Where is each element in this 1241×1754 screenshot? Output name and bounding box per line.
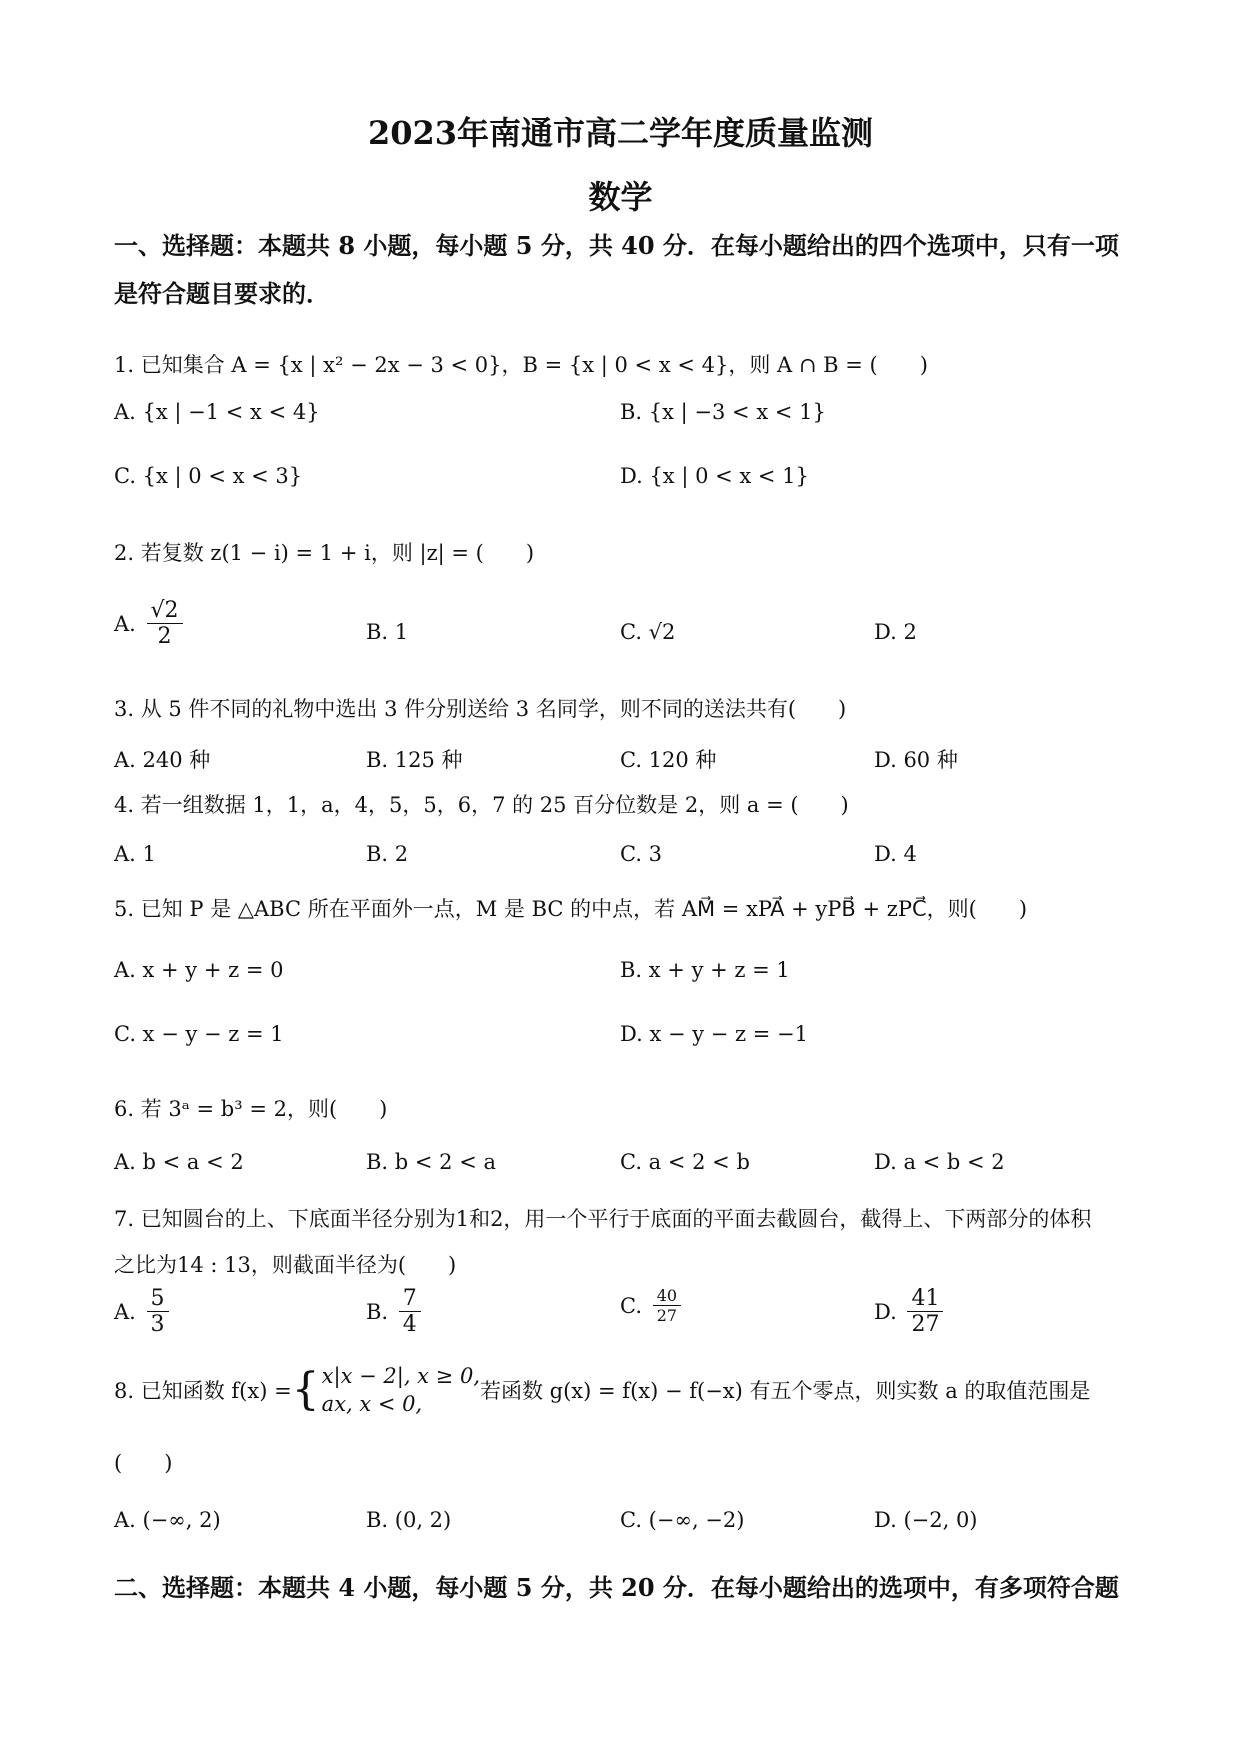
question-4-option-a[interactable]: A. 1 [114, 842, 156, 866]
question-3-option-c[interactable]: C. 120 种 [620, 748, 717, 772]
exam-subject: 数学 [588, 178, 653, 216]
question-8-option-b[interactable]: B. (0, 2) [366, 1508, 452, 1532]
question-4-stem: 4. 若一组数据 1，1，a，4，5，5，6，7 的 25 百分位数是 2，则 a = ( ) [114, 793, 849, 817]
question-1-stem: 1. 已知集合 A = {x | x² − 2x − 3 < 0}，B = {x | 0 < x < 4}，则 A ∩ B = ( ) [114, 353, 928, 377]
question-8-option-a[interactable]: A. (−∞, 2) [114, 1508, 221, 1532]
fraction-denominator: 3 [150, 1312, 165, 1337]
question-7-option-a[interactable] [114, 1286, 169, 1337]
question-1-options-row1 [114, 400, 1124, 440]
question-4-option-d[interactable]: D. 4 [874, 842, 917, 866]
fraction-denominator: 2 [157, 624, 172, 649]
question-5-stem: 5. 已知 P 是 △ABC 所在平面外一点，M 是 BC 的中点，若 AM⃗ = xPA⃗ + yPB⃗ + zPC⃗，则( ) [114, 897, 1028, 921]
question-5-option-c[interactable]: C. x − y − z = 1 [114, 1022, 284, 1046]
question-1-option-a[interactable]: A. {x | −1 < x < 4} [114, 400, 320, 424]
question-2-option-d[interactable]: D. 2 [874, 620, 917, 644]
question-8-stem-pre: 8. 已知函数 f(x) = [114, 1379, 292, 1403]
question-7-option-b-label: B. [366, 1299, 389, 1324]
question-3-options [114, 744, 1124, 784]
section1-line2: 是符合题目要求的． [114, 279, 330, 308]
question-6-stem: 6. 若 3ᵃ = b³ = 2，则( ) [114, 1097, 388, 1121]
fraction-denominator: 27 [656, 1306, 678, 1325]
question-7-option-d-label: D. [874, 1299, 897, 1324]
question-5-options-row2 [114, 1022, 1124, 1062]
question-6-option-b[interactable]: B. b < 2 < a [366, 1150, 496, 1174]
question-8-option-d[interactable]: D. (−2, 0) [874, 1508, 978, 1532]
question-7-option-a-label: A. [114, 1299, 136, 1324]
fraction-numerator: 40 [653, 1286, 681, 1306]
question-2-option-a[interactable] [114, 598, 183, 649]
question-4-option-b[interactable]: B. 2 [366, 842, 409, 866]
fraction-denominator: 4 [402, 1312, 417, 1337]
question-7-stem-line2: 之比为14 : 13，则截面半径为( ) [114, 1253, 457, 1277]
question-6-option-c[interactable]: C. a < 2 < b [620, 1150, 750, 1174]
question-2-options [114, 598, 1124, 668]
fraction-numerator: 41 [907, 1286, 943, 1312]
question-8-case1: x|x − 2|, x ≥ 0, [321, 1364, 480, 1388]
question-7-option-b[interactable] [366, 1286, 421, 1337]
question-3-stem: 3. 从 5 件不同的礼物中选出 3 件分别送给 3 名同学，则不同的送法共有( ) [114, 697, 847, 721]
question-5-option-a[interactable]: A. x + y + z = 0 [114, 958, 284, 982]
question-8-stem-line2: ( ) [114, 1451, 173, 1475]
fraction-numerator: √2 [147, 598, 183, 624]
question-5-option-d[interactable]: D. x − y − z = −1 [620, 1022, 809, 1046]
question-6-option-d[interactable]: D. a < b < 2 [874, 1150, 1005, 1174]
question-4-option-c[interactable]: C. 3 [620, 842, 663, 866]
question-7-option-d[interactable] [874, 1286, 943, 1337]
question-8-stem-post: 若函数 g(x) = f(x) − f(−x) 有五个零点，则实数 a 的取值范围是 [480, 1379, 1091, 1403]
question-3-option-a[interactable]: A. 240 种 [114, 748, 211, 772]
fraction-numerator: 7 [399, 1286, 421, 1312]
left-brace-icon: { [291, 1364, 320, 1415]
question-8-option-c[interactable]: C. (−∞, −2) [620, 1508, 745, 1532]
question-2-option-a-label: A. [114, 611, 136, 636]
question-7-stem [114, 1196, 1124, 1288]
question-1-options-row2 [114, 464, 1124, 504]
question-4-options [114, 842, 1124, 882]
question-7-option-c-label: C. [620, 1293, 642, 1318]
question-7-stem-line1: 7. 已知圆台的上、下底面半径分别为1和2，用一个平行于底面的平面去截圆台，截得上、下两部分的体积 [114, 1207, 1092, 1231]
fraction-denominator: 27 [911, 1312, 940, 1337]
question-6-option-a[interactable]: A. b < a < 2 [114, 1150, 244, 1174]
question-7-option-a-fraction [147, 1286, 169, 1337]
question-5-option-b[interactable]: B. x + y + z = 1 [620, 958, 790, 982]
question-3-option-b[interactable]: B. 125 种 [366, 748, 463, 772]
question-6-options [114, 1150, 1124, 1190]
question-2-stem: 2. 若复数 z(1 − i) = 1 + i，则 |z| = ( ) [114, 541, 535, 565]
question-2-option-b[interactable]: B. 1 [366, 620, 409, 644]
question-7-option-b-fraction [399, 1286, 421, 1337]
question-7-option-c[interactable] [620, 1286, 681, 1325]
question-8-case2: ax, x < 0, [321, 1392, 423, 1416]
question-1-option-c[interactable]: C. {x | 0 < x < 3} [114, 464, 303, 488]
question-2-option-c[interactable]: C. √2 [620, 620, 676, 644]
question-7-option-c-fraction [653, 1286, 681, 1325]
question-5-options-row1 [114, 958, 1124, 998]
exam-title: 2023年南通市高二学年度质量监测 [367, 114, 874, 152]
question-7-option-d-fraction [907, 1286, 943, 1337]
section1-line1: 一、选择题：本题共 8 小题，每小题 5 分，共 40 分．在每小题给出的四个选项中，只有一项 [114, 231, 1119, 260]
question-8-cases [322, 1362, 480, 1418]
question-7-options [114, 1286, 1124, 1350]
question-1-option-d[interactable]: D. {x | 0 < x < 1} [620, 464, 809, 488]
fraction-numerator: 5 [147, 1286, 169, 1312]
question-8-options [114, 1508, 1124, 1548]
section1-heading [114, 222, 1134, 318]
question-8-stem [114, 1362, 1124, 1418]
section2-heading: 二、选择题：本题共 4 小题，每小题 5 分，共 20 分．在每小题给出的选项中，有多项符合题 [114, 1573, 1119, 1602]
question-1-option-b[interactable]: B. {x | −3 < x < 1} [620, 400, 826, 424]
question-2-option-a-fraction [147, 598, 183, 649]
question-3-option-d[interactable]: D. 60 种 [874, 748, 958, 772]
